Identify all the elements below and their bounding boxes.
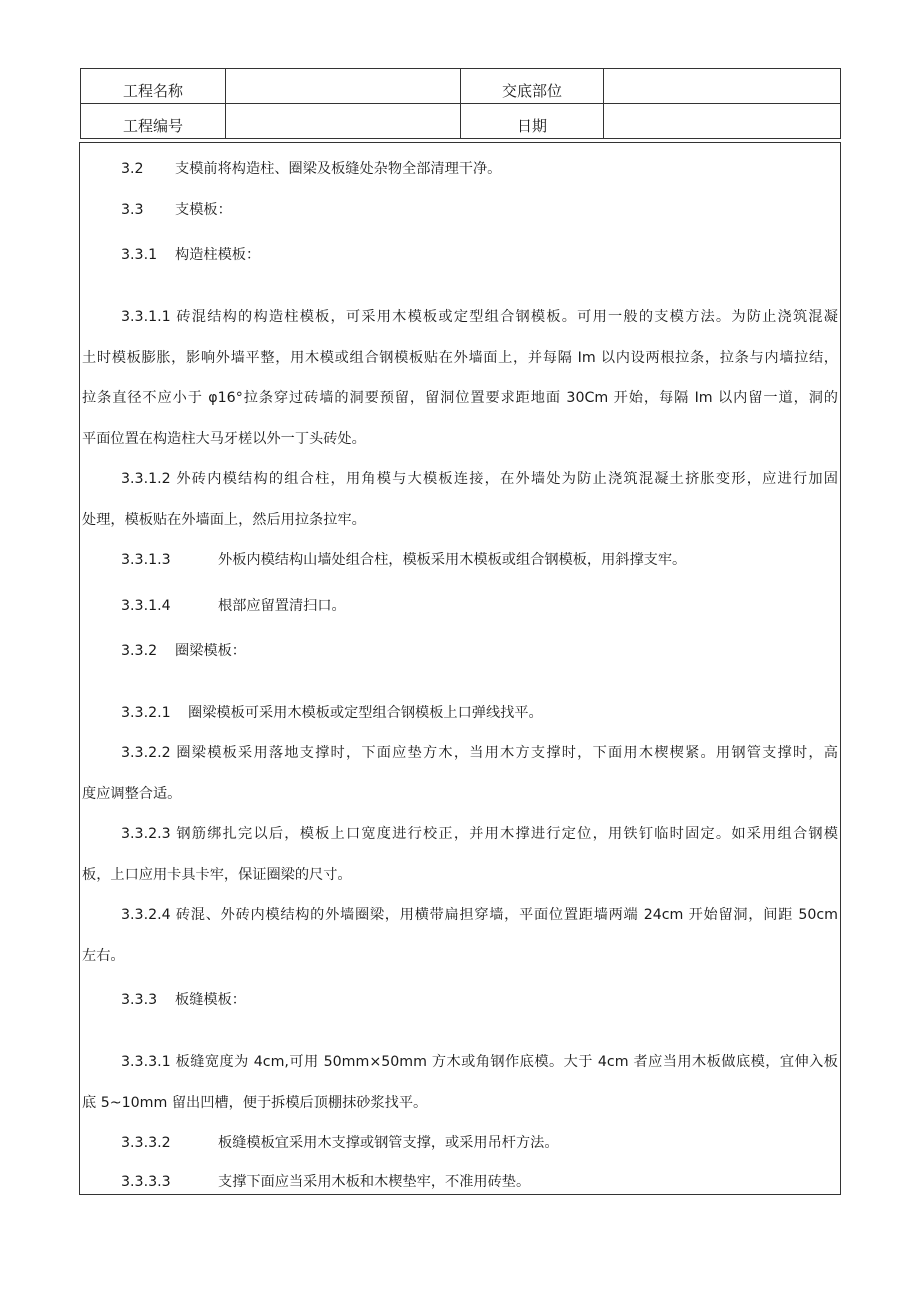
para-3-3-2-2-line-1: 3.3.2.2 圈梁模板采用落地支撑时，下面应垫方木，当用木方支撑时，下面用木楔楔紧。用钢管支撑时，高 — [121, 745, 838, 761]
section-number: 3.3.2 — [121, 643, 158, 659]
section-number: 3.3.3.3 — [121, 1174, 171, 1190]
para-3-3-1-2-line-2: 处理，模板贴在外墙面上，然后用拉条拉牢。 — [82, 512, 366, 528]
section-3-3-2-1 — [121, 703, 543, 723]
section-3-3-3 — [121, 990, 246, 1010]
header-row-2 — [81, 104, 841, 139]
section-number: 3.3.1.3 — [121, 552, 171, 568]
para-3-3-2-4-line-2: 左右。 — [82, 948, 125, 964]
para-3-3-3-1-line-2: 底 5~10mm 留出凹槽，便于拆模后顶棚抹砂浆找平。 — [82, 1095, 428, 1111]
location-label: 交底部位 — [461, 69, 604, 104]
section-3-3-3-2 — [121, 1133, 559, 1153]
para-3-3-2-3-line-1: 3.3.2.3 钢筋绑扎完以后，模板上口宽度进行校正，并用木撑进行定位，用铁钉临时固定。如采用组合钢模 — [121, 826, 838, 842]
para-3-3-2-3-line-2: 板，上口应用卡具卡牢，保证圈梁的尺寸。 — [82, 867, 352, 883]
section-number: 3.3.3.2 — [121, 1135, 171, 1151]
header-row-1 — [81, 69, 841, 104]
para-3-3-3-1-line-1: 3.3.3.1 板缝宽度为 4cm,可用 50mm×50mm 方木或角钢作底模。大于 4cm 者应当用木板做底模，宜伸入板 — [121, 1054, 838, 1070]
section-number: 3.3.1 — [121, 247, 158, 263]
location-value — [604, 69, 841, 104]
section-text: 板缝模板： — [175, 992, 246, 1008]
para-3-3-1-1-line-4: 平面位置在构造柱大马牙槎以外一丁头砖处。 — [82, 431, 366, 447]
section-text: 根部应留置清扫口。 — [218, 598, 346, 614]
section-3-3-3-3 — [121, 1172, 530, 1192]
section-text: 支撑下面应当采用木板和木楔垫牢，不准用砖垫。 — [218, 1174, 531, 1190]
project-no-label: 工程编号 — [81, 104, 226, 139]
section-number: 3.3.2.1 — [121, 705, 171, 721]
section-text: 圈梁模板： — [175, 643, 246, 659]
section-text: 外板内模结构山墙处组合柱，模板采用木模板或组合钢模板，用斜撑支牢。 — [218, 552, 687, 568]
section-3-3-1-4 — [121, 596, 346, 616]
content-box — [79, 142, 841, 1195]
section-3-3-1 — [121, 245, 260, 265]
para-3-3-1-1-line-1: 3.3.1.1 砖混结构的构造柱模板，可采用木模板或定型组合钢模板。可用一般的支模方法。为防止浇筑混凝 — [121, 309, 838, 325]
header-table — [80, 68, 841, 139]
section-text: 圈梁模板可采用木模板或定型组合钢模板上口弹线找平。 — [188, 705, 543, 721]
para-3-3-2-2-line-2: 度应调整合适。 — [82, 786, 182, 802]
para-3-3-1-1-line-2: 土时模板膨胀，影响外墙平整，用木模或组合钢模板贴在外墙面上，并每隔 Im 以内设两根拉条，拉条与内墙拉结， — [82, 350, 838, 366]
section-3-3-1-3 — [121, 550, 686, 570]
section-number: 3.3.1.4 — [121, 598, 171, 614]
date-value — [604, 104, 841, 139]
project-no-value — [226, 104, 461, 139]
section-3-2 — [121, 159, 501, 179]
section-number: 3.2 — [121, 161, 144, 177]
section-number: 3.3 — [121, 202, 144, 218]
section-3-3 — [121, 200, 232, 220]
section-3-3-2 — [121, 641, 246, 661]
para-3-3-2-4-line-1: 3.3.2.4 砖混、外砖内模结构的外墙圈梁，用横带扁担穿墙，平面位置距墙两端 24cm 开始留洞，间距 50cm — [121, 907, 838, 923]
project-name-label: 工程名称 — [81, 69, 226, 104]
section-number: 3.3.3 — [121, 992, 158, 1008]
project-name-value — [226, 69, 461, 104]
section-text: 支模前将构造柱、圈梁及板缝处杂物全部清理干净。 — [175, 161, 502, 177]
para-3-3-1-2-line-1: 3.3.1.2 外砖内模结构的组合柱，用角模与大模板连接，在外墙处为防止浇筑混凝土挤胀变形，应进行加固 — [121, 471, 838, 487]
section-text: 构造柱模板： — [175, 247, 261, 263]
section-text: 支模板： — [175, 202, 232, 218]
para-3-3-1-1-line-3: 拉条直径不应小于 φ16°拉条穿过砖墙的洞要预留，留洞位置要求距地面 30Cm 开始，每隔 Im 以内留一道，洞的 — [82, 390, 838, 406]
section-text: 板缝模板宜采用木支撑或钢管支撑，或采用吊杆方法。 — [218, 1135, 559, 1151]
date-label: 日期 — [461, 104, 604, 139]
